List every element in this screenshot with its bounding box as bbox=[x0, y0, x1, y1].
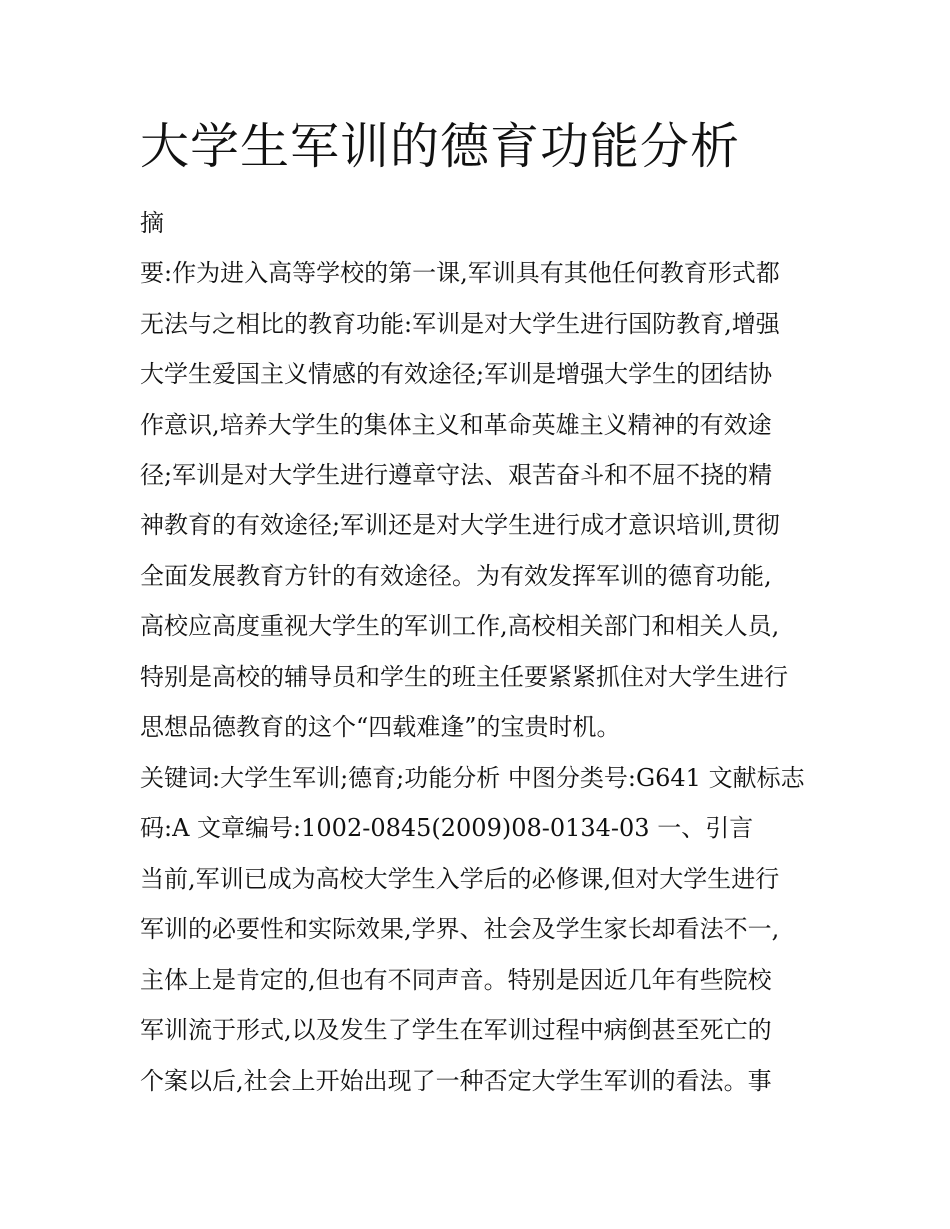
abstract-label-line: 摘 bbox=[140, 209, 164, 237]
abstract-line: 作意识,培养大学生的集体主义和革命英雄主义精神的有效途 bbox=[140, 411, 772, 439]
body-line: 主体上是肯定的,但也有不同声音。特别是因近几年有些院校 bbox=[140, 966, 772, 994]
abstract-line: 无法与之相比的教育功能:军训是对大学生进行国防教育,增强 bbox=[140, 310, 780, 338]
abstract-line: 思想品德教育的这个“四载难逢”的宝贵时机。 bbox=[140, 713, 621, 741]
abstract-line: 高校应高度重视大学生的军训工作,高校相关部门和相关人员, bbox=[140, 612, 780, 640]
abstract-line: 特别是高校的辅导员和学生的班主任要紧紧抓住对大学生进行 bbox=[140, 663, 788, 691]
document-title: 大学生军训的德育功能分析 bbox=[140, 118, 741, 175]
abstract-line: 要:作为进入高等学校的第一课,军训具有其他任何教育形式都 bbox=[140, 259, 780, 287]
body-line: 军训流于形式,以及发生了学生在军训过程中病倒甚至死亡的 bbox=[140, 1016, 772, 1044]
abstract-line: 神教育的有效途径;军训还是对大学生进行成才意识培训,贯彻 bbox=[140, 511, 780, 539]
keywords-line: 码:A 文章编号:1002-0845(2009)08-0134-03 一、引言 bbox=[140, 814, 754, 842]
abstract-line: 全面发展教育方针的有效途径。为有效发挥军训的德育功能, bbox=[140, 562, 772, 590]
abstract-line: 径;军训是对大学生进行遵章守法、艰苦奋斗和不屈不挠的精 bbox=[140, 461, 773, 489]
abstract-line: 大学生爱国主义情感的有效途径;军训是增强大学生的团结协 bbox=[140, 360, 773, 388]
body-line: 当前,军训已成为高校大学生入学后的必修课,但对大学生进行 bbox=[140, 865, 780, 893]
body-line: 军训的必要性和实际效果,学界、社会及学生家长却看法不一, bbox=[140, 915, 780, 943]
body-line: 个案以后,社会上开始出现了一种否定大学生军训的看法。事 bbox=[140, 1067, 772, 1095]
keywords-line: 关键词:大学生军训;德育;功能分析 中图分类号:G641 文献标志 bbox=[140, 764, 805, 792]
